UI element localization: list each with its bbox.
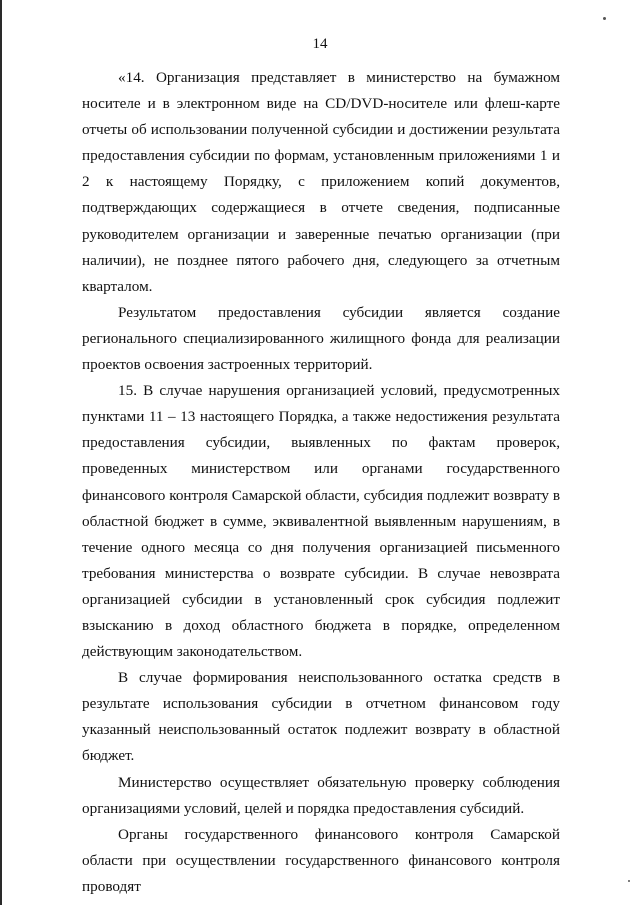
- scan-speck: [628, 880, 630, 882]
- paragraph-unused-balance: В случае формирования неиспользованного остатка средств в результате использования субсидии в отчетном финансовом году указанный неиспользованный остаток подлежит возврату в областной бюджет.: [82, 669, 560, 765]
- scan-edge-line: [0, 0, 2, 905]
- paragraph-result: Результатом предоставления субсидии является создание регионального специализированного жилищного фонда для реализации проектов освоения застроенных территорий.: [82, 303, 560, 374]
- paragraph-state-control: Органы государственного финансового контроля Самарской области при осуществлении государственного финансового контроля проводят: [82, 825, 560, 895]
- page-number: 14: [312, 36, 328, 52]
- scan-speck: [603, 17, 606, 20]
- paragraph-15: 15. В случае нарушения организацией условий, предусмотренных пунктами 11 – 13 настоящего Порядка, а также недостижения результата предоставления субсидии, выявленных по фактам проверок, проведенных министерством или органами государственного финансового контроля Самарской области, субсидия подлежит возврату в областной бюджет в сумме, эквивалентной выявленным нарушениям, в течение одного месяца со дня получения организацией письменного требования министерства о возврате субсидии. В случае невозврата организацией субсидии в установленный срок субсидия подлежит взысканию в доход областного бюджета в порядке, определенном действующим законодательством.: [82, 382, 560, 661]
- paragraph-14: «14. Организация представляет в министерство на бумажном носителе и в электронном виде на CD/DVD-носителе или флеш-карте отчеты об использовании полученной субсидии и достижении результата предоставления субсидии по формам, установленным приложениями 1 и 2 к настоящему Порядку, с приложением копий документов, подтверждающих содержащиеся в отчете сведения, подписанные руководителем организации и заверенные печатью организации (при наличии), не позднее пятого рабочего дня, следующего за отчетным кварталом.: [82, 69, 560, 295]
- document-body: [82, 65, 560, 900]
- paragraph-ministry-check: Министерство осуществляет обязательную проверку соблюдения организациями условий, целей и порядка предоставления субсидий.: [82, 773, 560, 817]
